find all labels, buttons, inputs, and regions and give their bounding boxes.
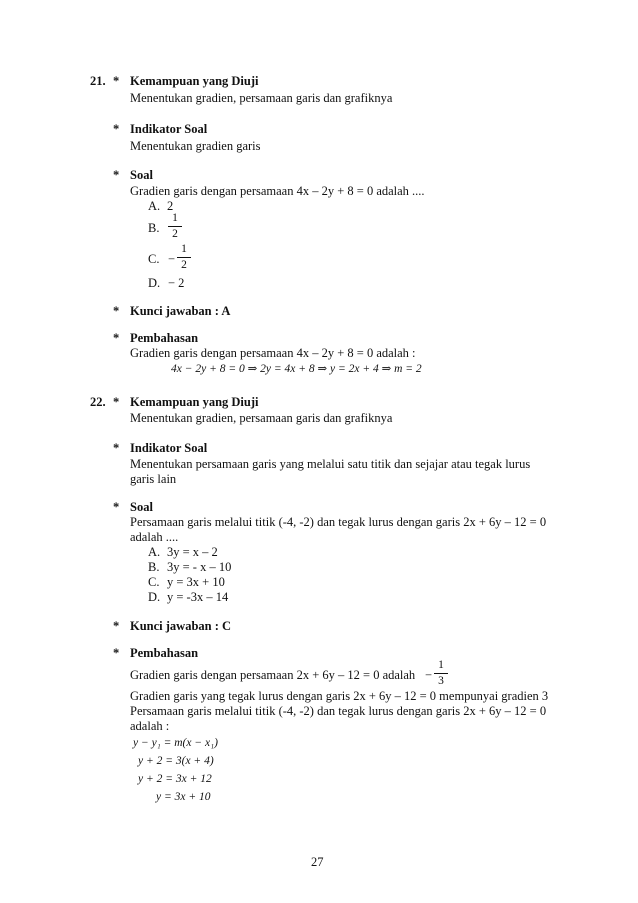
fraction-denominator: 3 (438, 675, 444, 687)
option-d-label-21: D. (148, 276, 161, 290)
soal-line1-22: Persamaan garis melalui titik (-4, -2) dan tegak lurus dengan garis 2x + 6y – 12 = 0 (130, 515, 547, 529)
option-a-value-21: 2 (167, 199, 174, 213)
bullet-pembahasan-21: * (113, 331, 120, 345)
soal-title-21: Soal (130, 168, 153, 182)
kunci-jawaban-21: Kunci jawaban : A (130, 304, 231, 318)
fraction-denominator: 2 (172, 228, 178, 240)
soal-line2-22: adalah .... (130, 530, 179, 544)
option-b-label-21: B. (148, 221, 160, 235)
page-number: 27 (311, 855, 324, 869)
bullet-soal-21: * (113, 168, 120, 182)
bullet-kemampuan-21: * (113, 74, 120, 88)
option-a-value-22: 3y = x – 2 (167, 545, 218, 559)
soal-title-22: Soal (130, 500, 153, 514)
option-b-label-22: B. (148, 560, 160, 574)
bullet-indikator-22: * (113, 441, 120, 455)
option-c-sign-21: − (168, 252, 176, 266)
pembahasan-fraction-22 (434, 659, 448, 688)
kunci-jawaban-22: Kunci jawaban : C (130, 619, 232, 633)
pembahasan-equation-21: 4x − 2y + 8 = 0 ⇒ 2y = 4x + 8 ⇒ y = 2x + 4 ⇒ m = 2 (171, 363, 422, 375)
option-c-label-21: C. (148, 252, 160, 266)
option-d-label-22: D. (148, 590, 161, 604)
kemampuan-title-21: Kemampuan yang Diuji (130, 74, 259, 88)
option-d-value-21: − 2 (168, 276, 185, 290)
pembahasan-title-22: Pembahasan (130, 646, 199, 660)
kemampuan-text-22: Menentukan gradien, persamaan garis dan grafiknya (130, 411, 393, 425)
solution-step-2: y + 2 = 3(x + 4) (138, 755, 214, 767)
pembahasan-text-21: Gradien garis dengan persamaan 4x – 2y + 8 = 0 adalah : (130, 346, 416, 360)
solution-step-1: y − y₁ = m(x − x₁) (133, 737, 218, 749)
question-number-22: 22. (90, 395, 106, 409)
option-a-label-21: A. (148, 199, 161, 213)
bullet-pembahasan-22: * (113, 646, 120, 660)
bullet-kunci-22: * (113, 619, 120, 633)
kemampuan-text-21: Menentukan gradien, persamaan garis dan grafiknya (130, 91, 393, 105)
soal-text-21: Gradien garis dengan persamaan 4x – 2y + 8 = 0 adalah .... (130, 184, 425, 198)
pembahasan-line1-22: Gradien garis dengan persamaan 2x + 6y – 12 = 0 adalah (130, 668, 416, 682)
option-c-fraction-21 (177, 243, 191, 272)
option-b-fraction-21 (168, 212, 182, 241)
bullet-kunci-21: * (113, 304, 120, 318)
bullet-indikator-21: * (113, 122, 120, 136)
solution-step-3: y + 2 = 3x + 12 (138, 773, 212, 785)
pembahasan-line4-22: adalah : (130, 719, 170, 733)
bullet-soal-22: * (113, 500, 120, 514)
option-d-value-22: y = -3x – 14 (167, 590, 229, 604)
indikator-title-22: Indikator Soal (130, 441, 208, 455)
question-number-21: 21. (90, 74, 106, 88)
bullet-kemampuan-22: * (113, 395, 120, 409)
option-c-label-22: C. (148, 575, 160, 589)
kemampuan-title-22: Kemampuan yang Diuji (130, 395, 259, 409)
pembahasan-line3-22: Persamaan garis melalui titik (-4, -2) dan tegak lurus dengan garis 2x + 6y – 12 = 0 (130, 704, 547, 718)
option-a-label-22: A. (148, 545, 161, 559)
pembahasan-title-21: Pembahasan (130, 331, 199, 345)
solution-step-4: y = 3x + 10 (156, 791, 211, 803)
fraction-numerator: 1 (168, 212, 182, 227)
pembahasan-line2-22: Gradien garis yang tegak lurus dengan garis 2x + 6y – 12 = 0 mempunyai gradien 3 (130, 689, 549, 703)
indikator-title-21: Indikator Soal (130, 122, 208, 136)
indikator-text-21: Menentukan gradien garis (130, 139, 261, 153)
fraction-numerator: 1 (177, 243, 191, 258)
pembahasan-sign-22: − (425, 668, 433, 682)
indikator-line1-22: Menentukan persamaan garis yang melalui satu titik dan sejajar atau tegak lurus (130, 457, 531, 471)
option-c-value-22: y = 3x + 10 (167, 575, 225, 589)
fraction-denominator: 2 (181, 259, 187, 271)
indikator-line2-22: garis lain (130, 472, 177, 486)
fraction-numerator: 1 (434, 659, 448, 674)
option-b-value-22: 3y = - x – 10 (167, 560, 232, 574)
